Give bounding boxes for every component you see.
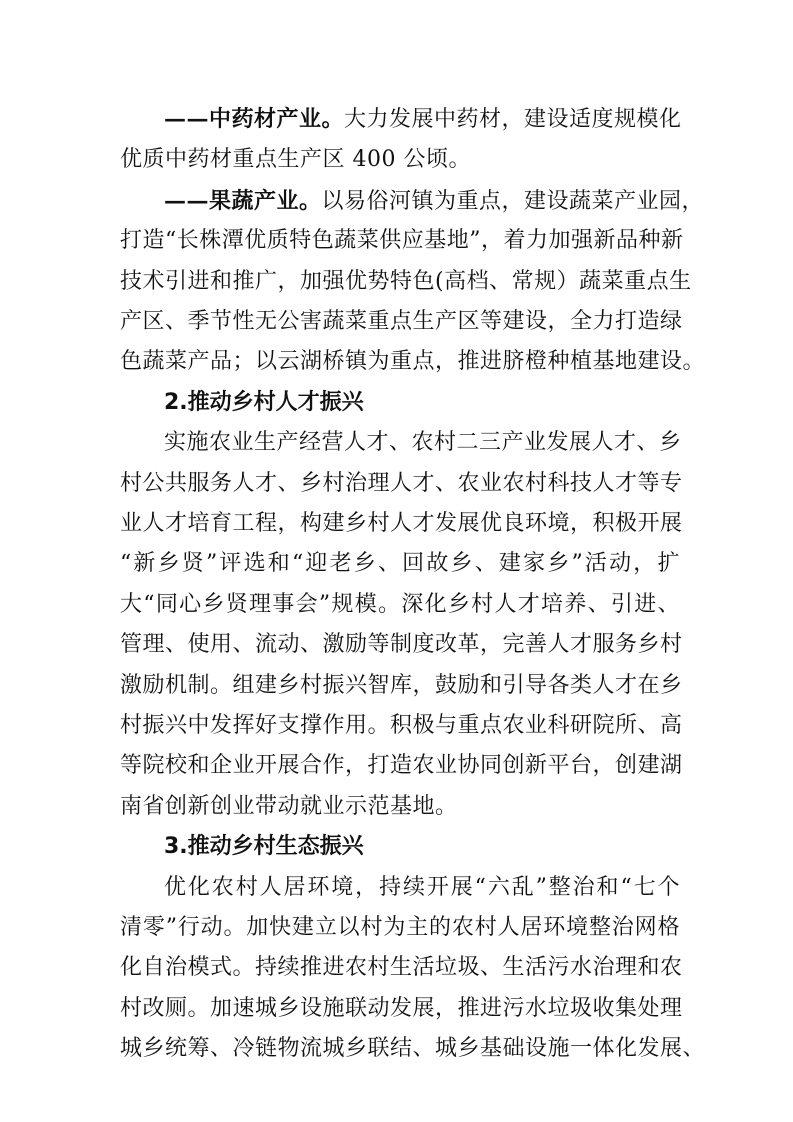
talent-line-5: 大“同心乡贤理事会”规模。深化乡村人才培养、引进、 <box>120 592 680 617</box>
veg-line-5: 色蔬菜产品；以云湖桥镇为重点，推进脐橙种植基地建设。 <box>120 349 706 374</box>
talent-line-9: 等院校和企业开展合作，打造农业协同创新平台，创建湖 <box>120 753 683 778</box>
veg-line-4: 产区、季节性无公害蔬菜重点生产区等建设，全力打造绿 <box>120 309 683 334</box>
eco-heading: 3.推动乡村生态振兴 <box>164 834 364 859</box>
eco-line-3: 化自治模式。持续推进农村生活垃圾、生活污水治理和农 <box>120 955 683 980</box>
talent-line-10: 南省创新创业带动就业示范基地。 <box>120 794 458 819</box>
talent-line-8: 村振兴中发挥好支撑作用。积极与重点农业科研院所、高 <box>120 713 683 738</box>
talent-line-3: 业人才培育工程，构建乡村人才发展优良环境，积极开展 <box>120 511 683 536</box>
veg-line-1 <box>164 186 705 216</box>
talent-heading: 2.推动乡村人才振兴 <box>164 390 364 415</box>
eco-line-5: 城乡统筹、冷链物流城乡联结、城乡基础设施一体化发展、 <box>120 1036 706 1061</box>
eco-line-4: 村改厕。加速城乡设施联动发展，推进污水垃圾收集处理 <box>120 996 683 1021</box>
talent-line-1: 实施农业生产经营人才、农村二三产业发展人才、乡 <box>164 430 682 455</box>
herbs-line-2: 优质中药材重点生产区 400 公顷。 <box>120 147 471 172</box>
talent-line-6: 管理、使用、流动、激励等制度改革，完善人才服务乡村 <box>120 632 683 657</box>
veg-lead: ——果蔬产业。 <box>164 188 322 214</box>
veg-text: 以易俗河镇为重点，建设蔬菜产业园， <box>321 189 705 214</box>
veg-line-2: 打造“长株潭优质特色蔬菜供应基地”，着力加强新品种新 <box>120 228 684 253</box>
talent-line-7: 激励机制。组建乡村振兴智库，鼓励和引导各类人才在乡 <box>120 673 683 698</box>
talent-line-2: 村公共服务人才、乡村治理人才、农业农村科技人才等专 <box>120 471 683 496</box>
talent-line-4: “新乡贤”评选和“迎老乡、回故乡、建家乡”活动，扩 <box>120 551 680 576</box>
eco-line-1: 优化农村人居环境，持续开展“六乱”整治和“七个 <box>164 875 680 900</box>
herbs-lead: ——中药材产业。 <box>164 106 345 132</box>
veg-line-3: 技术引进和推广，加强优势特色(高档、常规）蔬菜重点生 <box>120 269 692 294</box>
eco-line-2: 清零”行动。加快建立以村为主的农村人居环境整治网格 <box>120 915 680 940</box>
herbs-line-1 <box>164 104 680 134</box>
herbs-text: 大力发展中药材，建设适度规模化 <box>344 107 682 132</box>
